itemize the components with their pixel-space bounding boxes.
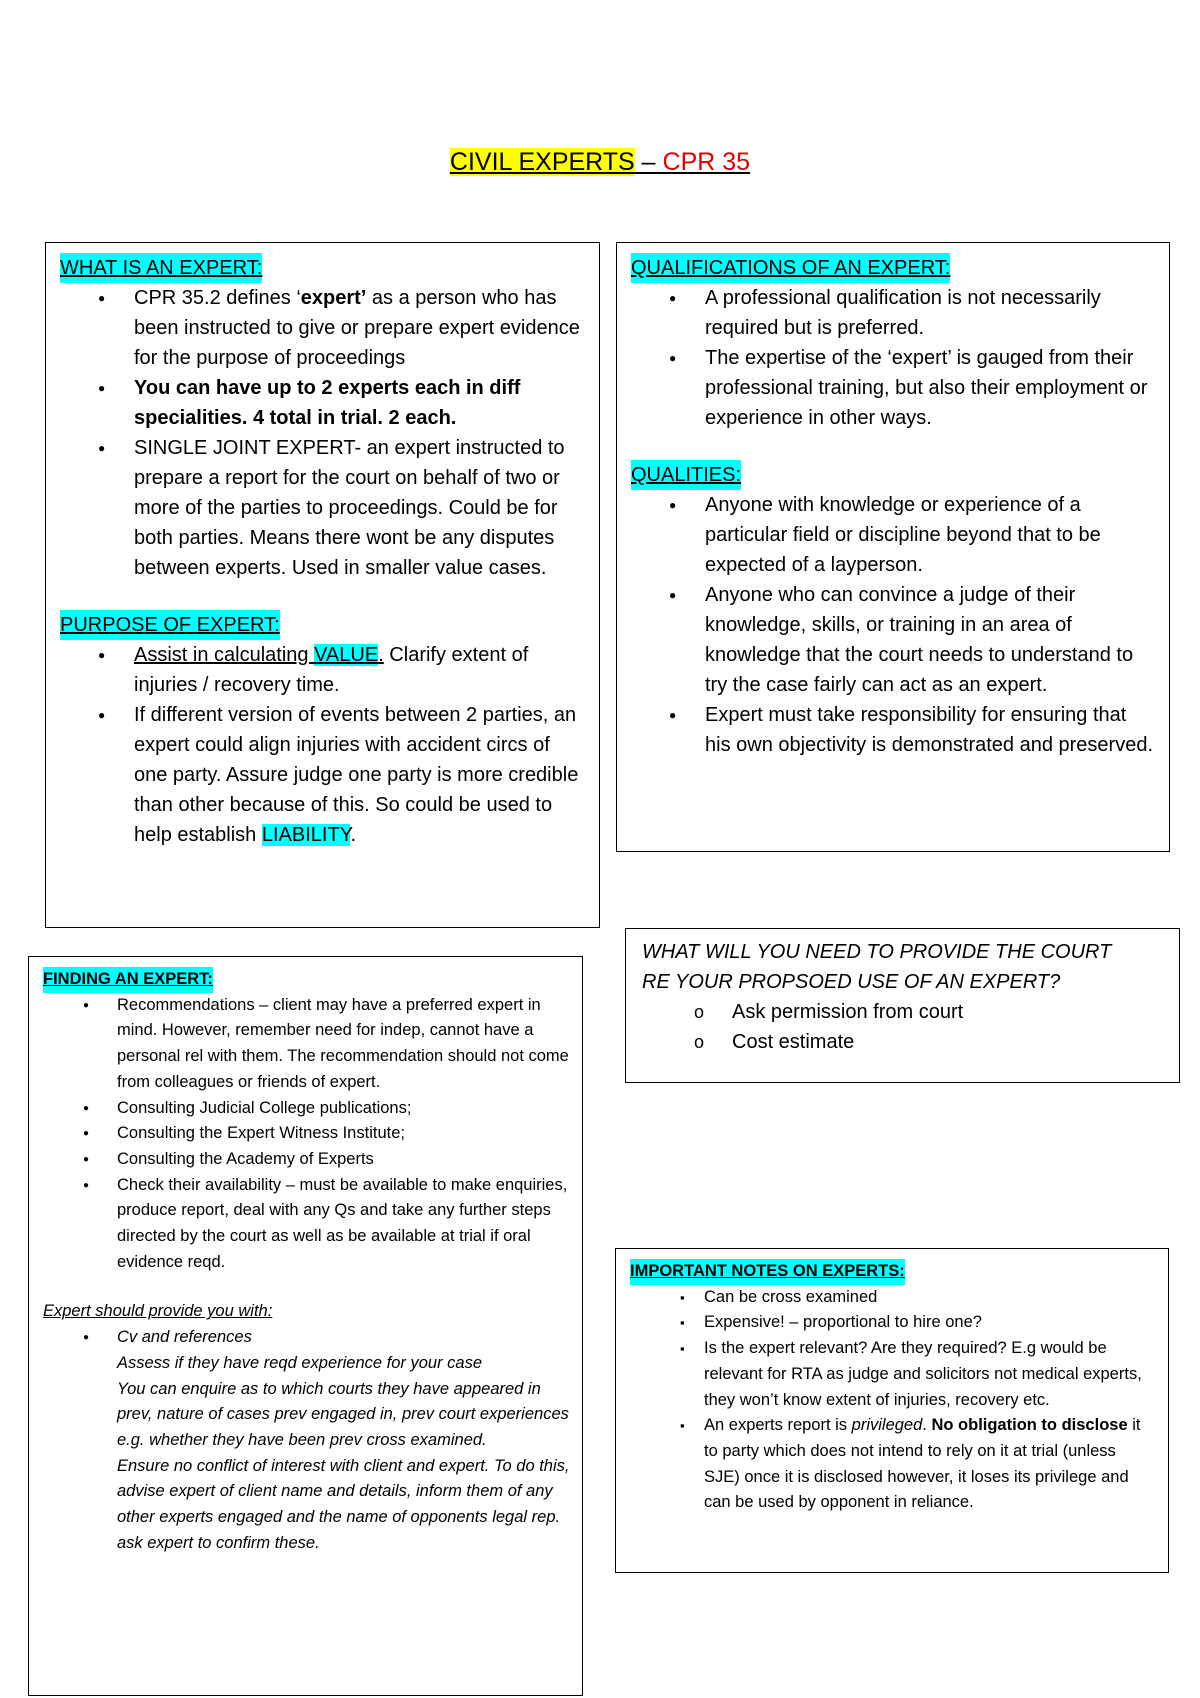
title-dash: –: [634, 148, 663, 176]
provide-question: WHAT WILL YOU NEED TO PROVIDE THE COURT RE YOUR PROPSOED USE OF AN EXPERT?: [642, 941, 1112, 993]
expert-provide-list: [43, 1325, 570, 1556]
what-is-heading: WHAT IS AN EXPERT:: [60, 253, 262, 283]
list-item: o Ask permission from court: [642, 997, 1167, 1027]
page-title: [0, 148, 1200, 177]
purpose-list: [60, 640, 587, 850]
list-item: ▪ Expensive! – proportional to hire one?: [630, 1310, 1156, 1336]
list-item: ● You can have up to 2 experts each in diff specialities. 4 total in trial. 2 each.: [60, 373, 587, 433]
title-main: CIVIL EXPERTS: [449, 148, 635, 176]
list-item: ● Consulting the Expert Witness Institute;: [43, 1121, 570, 1147]
notes-list: [630, 1285, 1156, 1516]
list-item: ● If different version of events between 2 parties, an expert could align injuries with accident circs of one party. Assure judge one party is more credible than other because of this. So could be used to help establish LIABILITY.: [60, 700, 587, 850]
list-item: ● Check their availability – must be available to make enquiries, produce report, deal with any Qs and take any further steps directed by the court as well as be available at trial if oral evidence reqd.: [43, 1173, 570, 1276]
list-item: ● Anyone who can convince a judge of their knowledge, skills, or training in an area of knowledge that the court needs to understand to try the case fairly can act as an expert.: [631, 580, 1157, 700]
list-item: ● SINGLE JOINT EXPERT- an expert instructed to prepare a report for the court on behalf of two or more of the parties to proceedings. Could be for both parties. Means there wont be any disputes between experts. Used in smaller value cases.: [60, 433, 587, 583]
qualities-list: [631, 490, 1157, 760]
list-item: ● Recommendations – client may have a preferred expert in mind. However, remember need for indep, cannot have a personal rel with them. The recommendation should not come from colleagues or friends of expert.: [43, 993, 570, 1096]
qualifications-box: [616, 242, 1170, 852]
provide-court-box: [625, 928, 1180, 1083]
qualifications-heading: QUALIFICATIONS OF AN EXPERT:: [631, 253, 950, 283]
purpose-heading: PURPOSE OF EXPERT:: [60, 610, 280, 640]
list-item: ● Consulting the Academy of Experts: [43, 1147, 570, 1173]
list-item: ● Anyone with knowledge or experience of a particular field or discipline beyond that to be expected of a layperson.: [631, 490, 1157, 580]
expert-provide-heading: Expert should provide you with:: [43, 1302, 273, 1321]
list-item: ● Consulting Judicial College publications;: [43, 1096, 570, 1122]
list-item: ▪ Can be cross examined: [630, 1285, 1156, 1311]
important-notes-box: [615, 1248, 1169, 1573]
what-is-expert-box: [45, 242, 600, 928]
list-item: o Cost estimate: [642, 1027, 1167, 1057]
title-cpr: CPR 35: [662, 148, 751, 176]
list-item: ● Expert must take responsibility for ensuring that his own objectivity is demonstrated and preserved.: [631, 700, 1157, 760]
list-item: ▪ Is the expert relevant? Are they required? E.g would be relevant for RTA as judge and solicitors not medical experts, they won’t know extent of injuries, recovery etc.: [630, 1336, 1156, 1413]
notes-heading: IMPORTANT NOTES ON EXPERTS:: [630, 1259, 905, 1285]
list-item: ● Cv and references Assess if they have reqd experience for your case You can enquire as to which courts they have appeared in prev, nature of cases prev engaged in, prev court experiences e.g. whether they have been prev cross examined. Ensure no conflict of interest with client and expert. To do this, advise expert of client name and details, inform them of any other experts engaged and the name of opponents legal rep. ask expert to confirm these.: [43, 1325, 570, 1556]
qualifications-list: [631, 283, 1157, 433]
finding-expert-box: [28, 956, 583, 1696]
list-item: ● The expertise of the ‘expert’ is gauged from their professional training, but also their employment or experience in other ways.: [631, 343, 1157, 433]
provide-list: [642, 997, 1167, 1057]
what-is-list: [60, 283, 587, 583]
list-item: ● CPR 35.2 defines ‘expert’ as a person who has been instructed to give or prepare expert evidence for the purpose of proceedings: [60, 283, 587, 373]
list-item: ▪ An experts report is privileged. No obligation to disclose it to party which does not intend to rely on it at trial (unless SJE) once it is disclosed however, it loses its privilege and can be used by opponent in reliance.: [630, 1413, 1156, 1516]
list-item: ● A professional qualification is not necessarily required but is preferred.: [631, 283, 1157, 343]
qualities-heading: QUALITIES:: [631, 460, 741, 490]
finding-list: [43, 993, 570, 1276]
finding-heading: FINDING AN EXPERT:: [43, 967, 213, 993]
list-item: ● Assist in calculating VALUE. Clarify extent of injuries / recovery time.: [60, 640, 587, 700]
